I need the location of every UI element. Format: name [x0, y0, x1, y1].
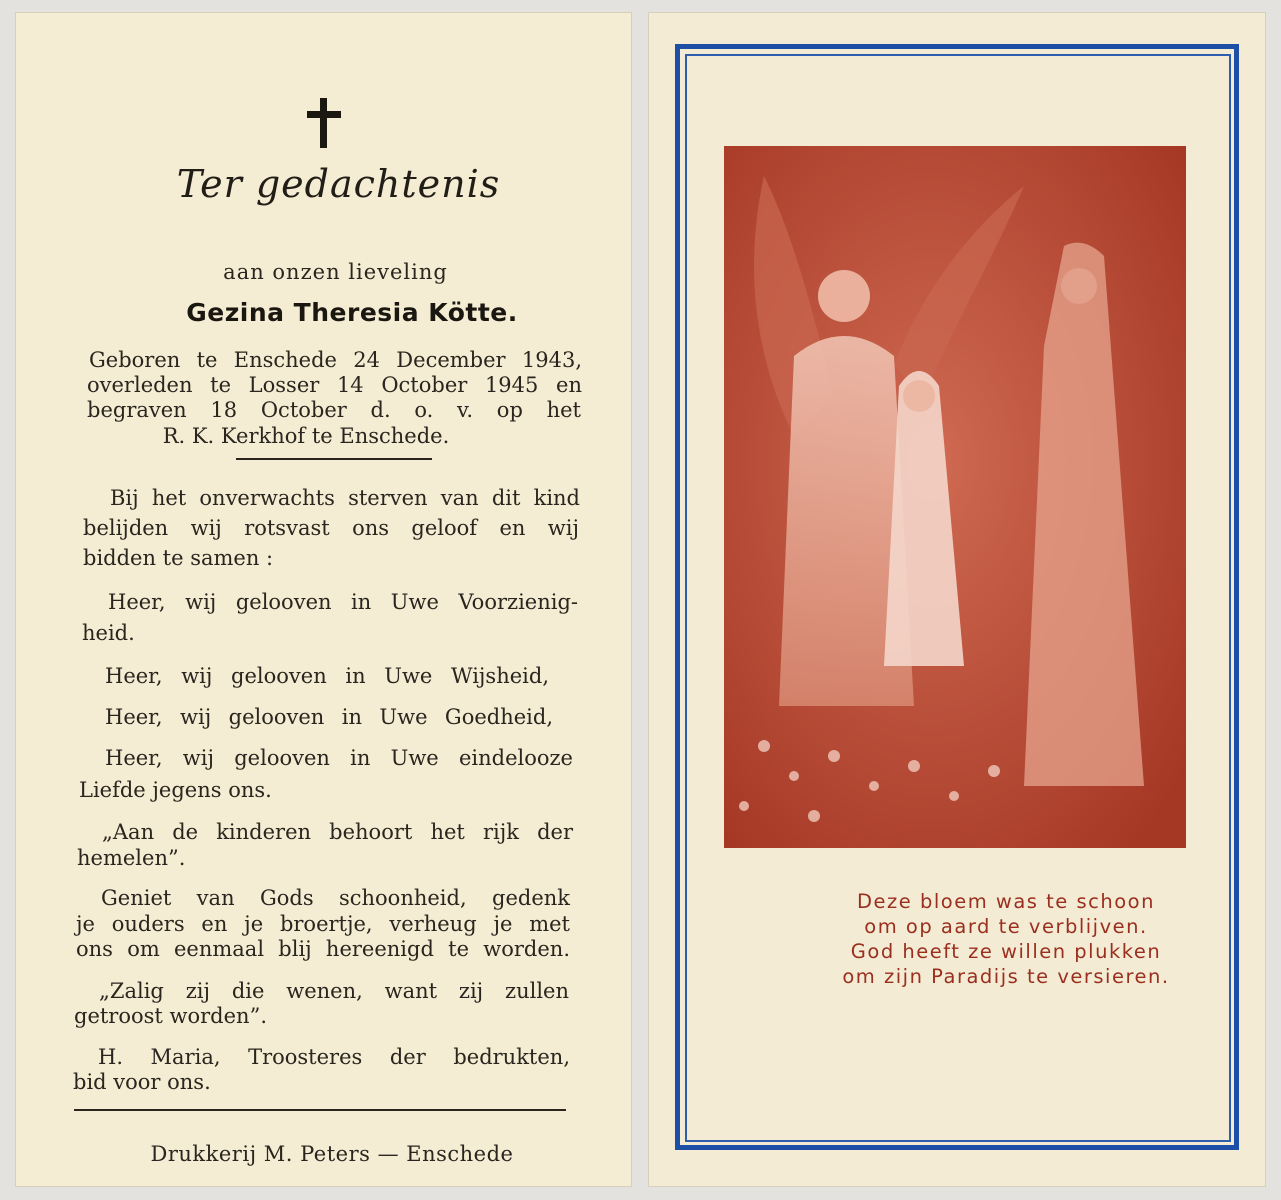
prayer-line: „Aan de kinderen behoort het rijk der	[102, 820, 573, 844]
verse-line: Deze bloem was te schoon	[857, 890, 1155, 913]
prayer-line: getroost worden”.	[74, 1004, 267, 1028]
prayer-line: hemelen”.	[77, 846, 186, 870]
prayer-line: H. Maria, Troosteres der bedrukten,	[98, 1045, 570, 1069]
prayer-line: bidden te samen :	[83, 546, 274, 570]
cross-icon	[15, 98, 632, 152]
footer-divider	[74, 1109, 566, 1111]
prayer-line: Bij het onverwachts sterven van dit kind	[110, 486, 580, 510]
deceased-name: Gezina Theresia Kötte.	[186, 298, 518, 327]
verse-line: God heeft ze willen plukken	[850, 940, 1162, 963]
bio-line: R. K. Kerkhof te Enschede.	[162, 424, 450, 448]
prayer-line: Liefde jegens ons.	[79, 778, 272, 802]
memorial-card-picture-side	[648, 12, 1266, 1187]
bio-line: Geboren te Enschede 24 December 1943,	[89, 348, 582, 372]
prayer-line: Geniet van Gods schoonheid, gedenk	[101, 886, 570, 910]
memorial-card-text-side	[15, 12, 632, 1187]
prayer-line: Heer, wij gelooven in Uwe Wijsheid,	[105, 664, 549, 688]
prayer-line: ons om eenmaal blij hereenigd te worden.	[76, 937, 570, 961]
angels-illustration	[724, 146, 1186, 848]
bio-line: overleden te Losser 14 October 1945 en	[87, 373, 582, 397]
prayer-line: „Zalig zij die wenen, want zij zullen	[99, 979, 569, 1003]
prayer-line: je ouders en je broertje, verheug je met	[76, 912, 570, 936]
card-title: Ter gedachtenis	[176, 162, 501, 206]
printer-credit: Drukkerij M. Peters — Enschede	[150, 1142, 514, 1166]
divider	[236, 458, 432, 460]
prayer-line: heid.	[82, 621, 135, 645]
prayer-line: bid voor ons.	[73, 1070, 211, 1094]
prayer-line: belijden wij rotsvast ons geloof en wij	[83, 516, 579, 540]
prayer-line: Heer, wij gelooven in Uwe eindelooze	[105, 746, 573, 770]
prayer-line: Heer, wij gelooven in Uwe Voorzienig-	[108, 590, 578, 614]
verse-line: om zijn Paradijs te versieren.	[842, 965, 1170, 988]
prayer-line: Heer, wij gelooven in Uwe Goedheid,	[105, 705, 553, 729]
verse-line: om op aard te verblijven.	[864, 915, 1148, 938]
bio-line: begraven 18 October d. o. v. op het	[87, 398, 581, 422]
card-subtitle: aan onzen lieveling	[223, 260, 448, 284]
